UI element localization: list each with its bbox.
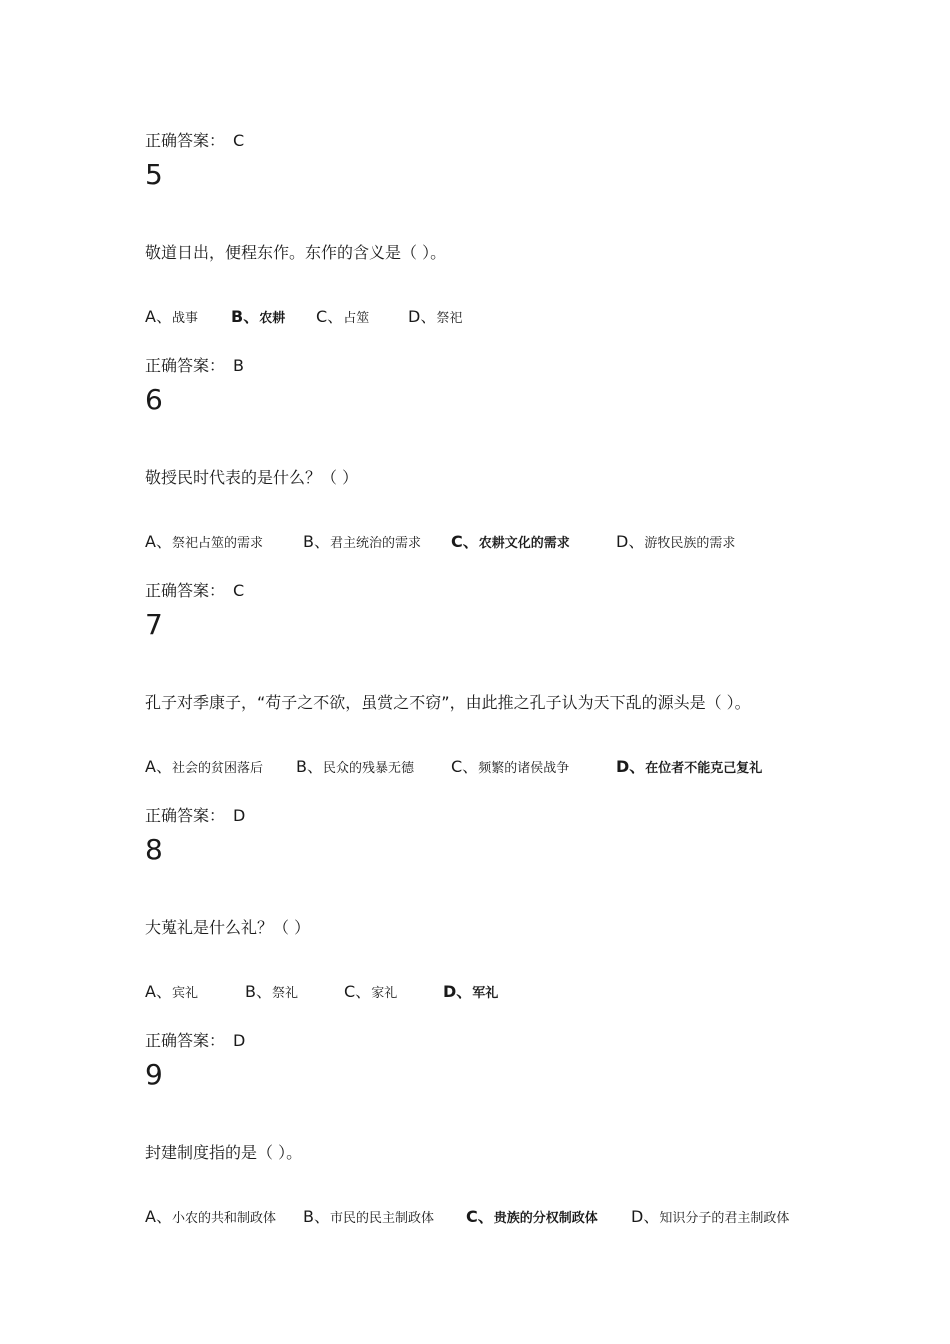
option-letter: C、 <box>466 1207 494 1226</box>
option-text: 祭礼 <box>271 986 298 1001</box>
answer-label: 正确答案： <box>145 806 226 825</box>
option-letter: B、 <box>245 982 272 1001</box>
answer-line <box>145 353 244 376</box>
option-text: 祭祀 <box>436 311 463 326</box>
option-letter: A、 <box>145 307 172 326</box>
option-c[interactable] <box>451 529 570 552</box>
option-a[interactable] <box>145 1204 276 1227</box>
answer-label: 正确答案： <box>145 581 226 600</box>
answer-label: 正确答案： <box>145 356 226 375</box>
option-text: 占筮 <box>343 311 370 326</box>
option-letter: C、 <box>451 757 479 776</box>
option-b[interactable] <box>303 529 421 552</box>
option-d[interactable] <box>408 304 462 327</box>
question-text: 敬道日出，便程东作。东作的含义是（ ）。 <box>145 243 447 262</box>
option-text: 民众的残暴无德 <box>322 761 414 776</box>
option-d[interactable] <box>616 529 735 552</box>
option-letter: A、 <box>145 982 172 1001</box>
answer-line <box>145 128 244 151</box>
option-b[interactable] <box>245 979 298 1002</box>
option-text: 小农的共和制政体 <box>171 1211 276 1226</box>
question-number: 7 <box>145 608 163 641</box>
option-letter: B、 <box>303 1207 330 1226</box>
option-a[interactable] <box>145 754 263 777</box>
option-letter: D、 <box>616 532 645 551</box>
option-b[interactable] <box>296 754 414 777</box>
option-letter: A、 <box>145 532 172 551</box>
option-c[interactable] <box>451 754 569 777</box>
option-letter: D、 <box>616 757 646 776</box>
option-letter: B、 <box>296 757 323 776</box>
option-letter: D、 <box>631 1207 660 1226</box>
option-c[interactable] <box>316 304 369 327</box>
option-letter: D、 <box>443 982 473 1001</box>
option-text: 宾礼 <box>171 986 198 1001</box>
option-text: 社会的贫困落后 <box>171 761 263 776</box>
option-text: 军礼 <box>472 986 499 1001</box>
option-text: 农耕文化的需求 <box>478 536 570 551</box>
answer-value: C <box>233 581 245 600</box>
option-letter: C、 <box>344 982 372 1001</box>
option-letter: D、 <box>408 307 437 326</box>
option-b[interactable] <box>303 1204 434 1227</box>
option-a[interactable] <box>145 979 198 1002</box>
question-text: 封建制度指的是（ ）。 <box>145 1143 303 1162</box>
question-number: 6 <box>145 383 163 416</box>
answer-value: B <box>233 356 244 375</box>
question-text: 敬授民时代表的是什么？（ ） <box>145 468 359 487</box>
answer-value: D <box>233 806 246 825</box>
question-text: 孔子对季康子，“苟子之不欲，虽赏之不窃”，由此推之孔子认为天下乱的源头是（ ）。 <box>145 693 751 712</box>
answer-value: D <box>233 1031 246 1050</box>
option-text: 市民的民主制政体 <box>329 1211 434 1226</box>
option-d[interactable] <box>443 979 498 1002</box>
option-text: 游牧民族的需求 <box>644 536 736 551</box>
question-number: 9 <box>145 1058 163 1091</box>
option-letter: B、 <box>231 307 260 326</box>
answer-line <box>145 1028 245 1051</box>
option-text: 知识分子的君主制政体 <box>659 1211 790 1226</box>
answer-line <box>145 578 244 601</box>
answer-label: 正确答案： <box>145 1031 226 1050</box>
option-d[interactable] <box>631 1204 789 1227</box>
question-text: 大蒐礼是什么礼？（ ） <box>145 918 311 937</box>
option-letter: A、 <box>145 1207 172 1226</box>
option-letter: B、 <box>303 532 330 551</box>
option-text: 家礼 <box>371 986 398 1001</box>
answer-value: C <box>233 131 245 150</box>
option-letter: C、 <box>316 307 344 326</box>
question-number: 8 <box>145 833 163 866</box>
option-d[interactable] <box>616 754 762 777</box>
option-text: 贵族的分权制政体 <box>493 1211 598 1226</box>
option-text: 战事 <box>171 311 198 326</box>
option-letter: A、 <box>145 757 172 776</box>
option-text: 农耕 <box>259 311 286 326</box>
option-letter: C、 <box>451 532 479 551</box>
option-a[interactable] <box>145 304 198 327</box>
answer-label: 正确答案： <box>145 131 226 150</box>
option-c[interactable] <box>344 979 397 1002</box>
option-b[interactable] <box>231 304 285 327</box>
option-c[interactable] <box>466 1204 598 1227</box>
answer-line <box>145 803 245 826</box>
option-a[interactable] <box>145 529 263 552</box>
option-text: 频繁的诸侯战争 <box>478 761 570 776</box>
question-number: 5 <box>145 158 163 191</box>
option-text: 君主统治的需求 <box>329 536 421 551</box>
option-text: 在位者不能克己复礼 <box>645 761 763 776</box>
option-text: 祭祀占筮的需求 <box>171 536 263 551</box>
